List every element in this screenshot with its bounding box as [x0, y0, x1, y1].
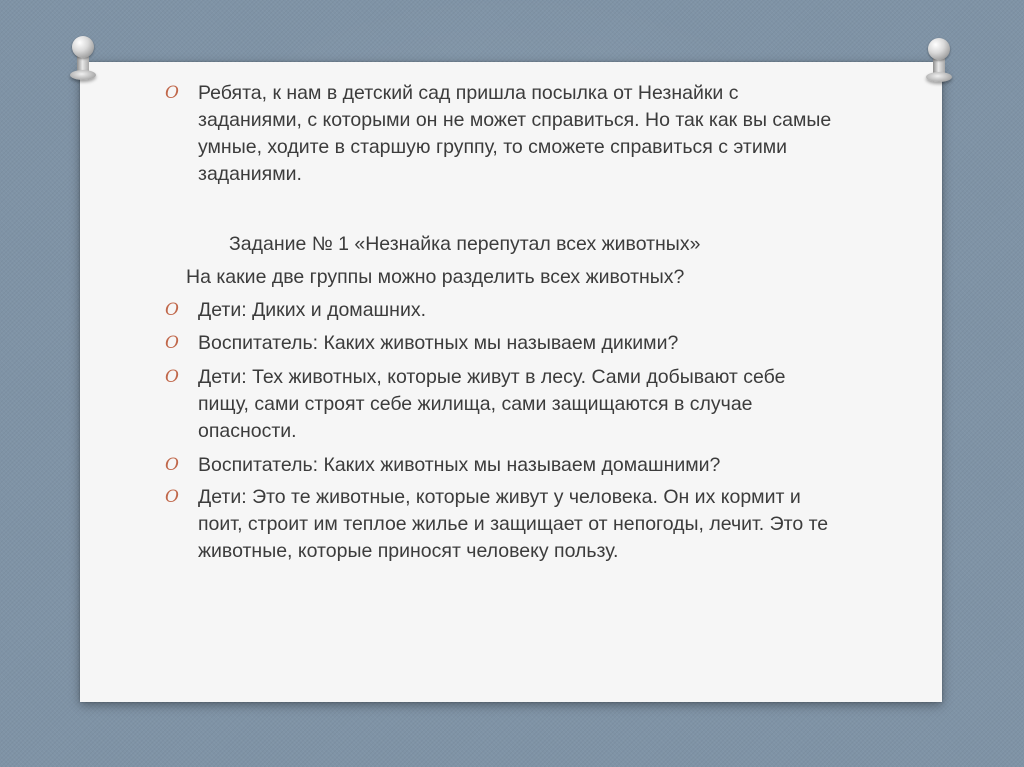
task-title: Задание № 1 «Незнайка перепутал всех животных»: [229, 233, 701, 255]
list-item-text: Дети: Тех животных, которые живут в лесу. Сами добывают себе пищу, сами строят себе жилища, сами защищаются в случае опасности.: [198, 366, 786, 442]
list-item-text: Дети: Диких и домашних.: [198, 299, 427, 321]
list-item-text: Дети: Это те животные, которые живут у человека. Он их кормит и поит, строит им теплое жилье и защищает от непогоды, лечит. Это те животные, которые приносят человеку пользу.: [198, 486, 829, 562]
list-item-text: Воспитатель: Каких животных мы называем домашними?: [198, 454, 721, 476]
bullet-icon: O: [165, 455, 179, 475]
intro-text: Ребята, к нам в детский сад пришла посылка от Незнайки с заданиями, с которыми он не может справиться. Но так как вы самые умные, ходите в старшую группу, то сможете справиться с этими заданиями.: [198, 82, 832, 185]
bullet-icon: O: [165, 333, 179, 353]
bullet-icon: O: [165, 83, 179, 103]
list-item: [165, 297, 838, 324]
bullet-icon: O: [165, 300, 179, 320]
list-item-text: Воспитатель: Каких животных мы называем дикими?: [198, 332, 679, 354]
task-question: На какие две группы можно разделить всех животных?: [186, 266, 685, 288]
list-item: [165, 364, 838, 445]
intro-paragraph: [165, 80, 838, 188]
bullet-icon: O: [165, 367, 179, 387]
bullet-icon: O: [165, 487, 179, 507]
list-item: [165, 484, 838, 565]
list-item: [165, 452, 838, 479]
list-item: [165, 330, 838, 357]
